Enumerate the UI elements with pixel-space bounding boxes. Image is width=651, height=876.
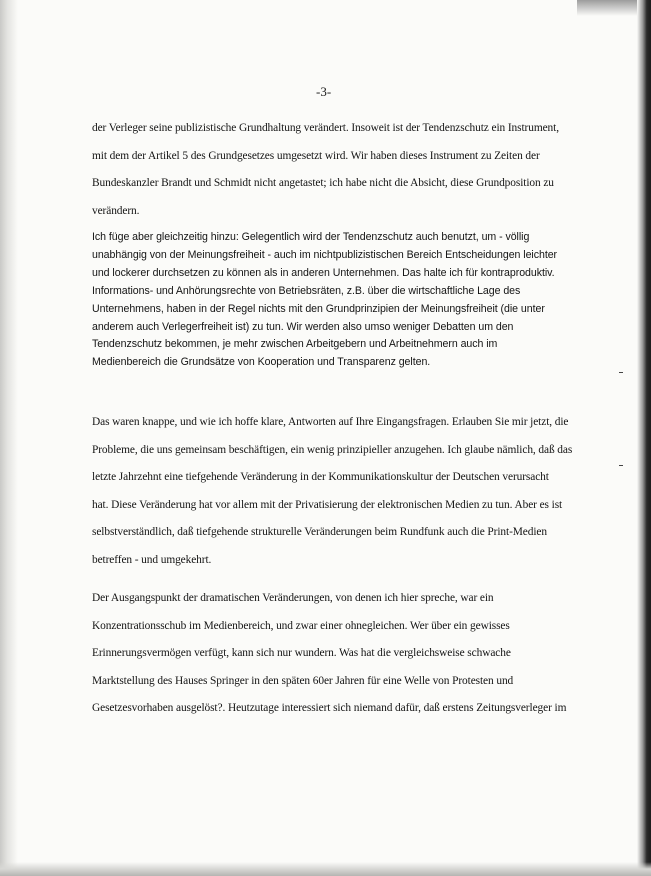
text-line: Ich füge aber gleichzeitig hinzu: Gelegentlich wird der Tendenzschutz auch benutzt, um - völlig (92, 231, 530, 243)
scan-shadow-bottom (0, 862, 651, 876)
text-line: Informations- und Anhörungsrechte von Betriebsräten, z.B. über die wirtschaftliche Lage des (92, 284, 521, 297)
text-line: Unternehmens, haben in der Regel nichts mit den Grundprinzipien der Meinungsfreiheit (die unter (92, 302, 545, 315)
text-line: und lockerer durchsetzen zu können als in anderen Unternehmen. Das halte ich für kontraproduktiv. (92, 266, 555, 279)
text-line: Tendenzschutz bekommen, je mehr zwischen Arbeitgebern und Arbeitnehmern auch im (92, 338, 498, 351)
text-line: Marktstellung des Hauses Springer in den späten 60er Jahren für eine Welle von Protesten und (92, 674, 514, 687)
scan-shadow-left (0, 0, 18, 876)
text-line: Erinnerungsvermögen verfügt, kann sich nur wundern. Was hat die vergleichsweise schwache (92, 647, 511, 659)
margin-mark (619, 372, 623, 373)
text-line: Das waren knappe, und wie ich hoffe klare, Antworten auf Ihre Eingangsfragen. Erlauben Sie mir jetzt, die (92, 416, 569, 428)
scan-shadow-right (637, 0, 651, 876)
scan-shadow-top (577, 0, 637, 16)
text-line: Probleme, die uns gemeinsam beschäftigen, ein wenig prinzipieller anzugehen. Ich glaube nämlich, daß das (92, 443, 573, 456)
text-line: betreffen - und umgekehrt. (92, 553, 212, 566)
margin-mark (619, 465, 623, 466)
text-line: Bundeskanzler Brandt und Schmidt nicht angetastet; ich habe nicht die Absicht, diese Grundposition zu (92, 177, 554, 189)
text-line: unabhängig von der Meinungsfreiheit - auch im nichtpublizistischen Bereich Entscheidungen leichter (92, 248, 558, 261)
paragraph-2 (92, 229, 578, 372)
paragraph-4 (92, 585, 578, 723)
page-number: -3- (316, 84, 332, 99)
text-line: Konzentrationsschub im Medienbereich, und zwar einer ohnegleichen. Wer über ein gewisses (92, 619, 510, 632)
text-line: Medienbereich die Grundsätze von Kooperation und Transparenz gelten. (92, 356, 431, 369)
text-line: Gesetzesvorhaben ausgelöst?. Heutzutage interessiert sich niemand dafür, daß erstens Zeitungsverleger im (92, 702, 567, 714)
text-line: letzte Jahrzehnt eine tiefgehende Veränderung in der Kommunikationskultur der Deutschen verursacht (92, 471, 549, 483)
paragraph-1 (92, 115, 578, 225)
paragraph-3 (92, 409, 578, 574)
text-line: der Verleger seine publizistische Grundhaltung verändert. Insoweit ist der Tendenzschutz ein Instrument, (92, 122, 559, 134)
text-line: anderem auch Verlegerfreiheit ist) zu tun. Wir werden also umso weniger Debatten um den (92, 320, 514, 333)
text-line: selbstverständlich, daß tiefgehende strukturelle Veränderungen beim Rundfunk auch die Print-Medien (92, 526, 547, 538)
text-line: mit dem der Artikel 5 des Grundgesetzes umgesetzt wird. Wir haben dieses Instrument zu Zeiten der (92, 149, 540, 162)
text-line: verändern. (92, 204, 140, 217)
text-line: Der Ausgangspunkt der dramatischen Veränderungen, von denen ich hier spreche, war ein (92, 592, 494, 604)
text-line: hat. Diese Veränderung hat vor allem mit der Privatisierung der elektronischen Medien zu tun. Aber es ist (92, 498, 563, 511)
